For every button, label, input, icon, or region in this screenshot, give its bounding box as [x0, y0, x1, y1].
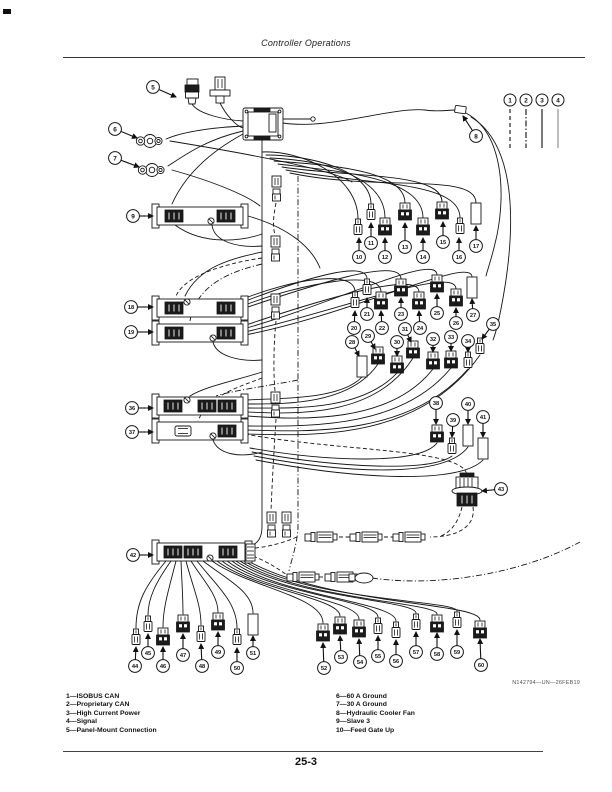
svg-text:5: 5	[151, 84, 155, 92]
callout-41	[477, 411, 490, 437]
connector-32	[427, 352, 440, 369]
legend-item-3: 3—High Current Power	[66, 709, 141, 717]
callout-60	[475, 639, 488, 671]
connector-21	[363, 279, 371, 295]
svg-text:41: 41	[479, 415, 487, 422]
callout-11	[365, 223, 378, 249]
inline-connector-pair	[393, 532, 425, 542]
connector-55	[374, 618, 382, 634]
legend-item-8: 8—Hydraulic Cooler Fan	[336, 709, 415, 717]
svg-text:53: 53	[337, 655, 345, 662]
line-style-3	[536, 94, 548, 148]
svg-text:37: 37	[128, 430, 136, 437]
callout-54	[354, 639, 367, 668]
svg-text:11: 11	[367, 241, 375, 248]
connector-49	[212, 613, 225, 630]
svg-text:32: 32	[429, 337, 437, 344]
connector-16	[456, 218, 464, 234]
connector-40	[463, 425, 473, 446]
callout-47	[177, 634, 190, 661]
connector-35	[476, 338, 484, 354]
callout-30	[391, 336, 404, 356]
connector-23	[395, 279, 408, 296]
panel-mount-connector	[185, 79, 199, 104]
callout-46	[157, 647, 170, 672]
connector-44	[132, 629, 140, 645]
svg-text:47: 47	[179, 653, 187, 660]
callout-27	[467, 299, 480, 321]
svg-text:10: 10	[355, 255, 363, 262]
page-number: 25-3	[294, 756, 318, 768]
connector-57	[412, 614, 420, 630]
connector-11	[367, 204, 375, 220]
connector-22	[375, 292, 388, 309]
callout-19	[125, 326, 153, 339]
svg-text:14: 14	[419, 255, 427, 262]
callout-15	[437, 222, 450, 248]
inline-connector-pair	[282, 512, 291, 537]
callout-55	[372, 636, 385, 662]
callout-49	[212, 632, 225, 658]
callout-39	[447, 414, 460, 437]
callout-36	[126, 402, 153, 415]
svg-text:38: 38	[432, 401, 440, 408]
connector-45	[144, 616, 152, 632]
ring-terminal-6	[136, 135, 162, 148]
svg-text:2: 2	[524, 97, 528, 105]
callout-24	[414, 311, 427, 334]
connector-24	[413, 292, 426, 309]
controller-module-42	[152, 540, 255, 564]
controller-module-19	[152, 321, 248, 345]
svg-text:39: 39	[449, 418, 457, 425]
line-style-legend	[504, 94, 564, 148]
svg-text:40: 40	[464, 402, 472, 409]
callout-28	[346, 336, 359, 356]
connector-20	[351, 292, 359, 308]
connector-10	[354, 219, 362, 235]
callout-57	[410, 632, 423, 658]
t-connector	[210, 77, 230, 103]
connector-52	[317, 624, 330, 641]
callout-45	[142, 634, 155, 659]
connector-15	[436, 202, 449, 219]
inline-connector-pair	[287, 572, 319, 582]
connector-46	[157, 628, 170, 645]
svg-text:29: 29	[364, 334, 372, 341]
connector-50	[233, 629, 241, 645]
callout-12	[379, 238, 392, 263]
connector-27	[467, 277, 477, 298]
legend-item-4: 4—Signal	[66, 718, 97, 726]
svg-text:21: 21	[363, 312, 371, 319]
svg-text:7: 7	[113, 155, 117, 163]
connector-8	[454, 105, 466, 113]
legend-column-left	[66, 693, 336, 735]
svg-text:27: 27	[469, 313, 477, 320]
svg-text:36: 36	[128, 406, 136, 413]
connector-30	[391, 356, 404, 373]
legend-item-10: 10—Feed Gate Up	[336, 726, 395, 734]
callout-16	[453, 238, 466, 263]
inline-connector-pair	[305, 532, 337, 542]
svg-text:44: 44	[131, 664, 139, 671]
svg-text:28: 28	[348, 340, 356, 347]
callout-44	[129, 647, 142, 672]
connector-51	[248, 614, 258, 635]
connector-17	[471, 203, 481, 224]
connector-60	[474, 621, 487, 638]
callout-29	[362, 330, 375, 349]
svg-text:31: 31	[401, 327, 409, 334]
svg-text:42: 42	[129, 553, 137, 560]
svg-text:8: 8	[474, 133, 478, 141]
svg-text:13: 13	[401, 245, 409, 252]
connector-38	[431, 425, 444, 442]
svg-text:56: 56	[392, 659, 400, 666]
svg-text:43: 43	[497, 487, 505, 494]
callout-14	[417, 238, 430, 263]
connector-26	[450, 289, 463, 306]
callout-17	[470, 226, 483, 252]
connector-25	[431, 275, 444, 292]
connector-58	[431, 615, 444, 632]
connector-48	[197, 626, 205, 642]
svg-text:9: 9	[131, 213, 135, 221]
callout-6	[109, 123, 137, 138]
line-style-1	[504, 94, 516, 148]
connector-33	[445, 351, 458, 368]
callout-43	[482, 483, 507, 496]
callout-52	[318, 643, 331, 674]
callout-40	[462, 398, 475, 424]
callout-56	[390, 640, 403, 667]
ring-terminal-7	[138, 164, 164, 177]
callout-38	[430, 397, 443, 424]
callout-42	[127, 549, 153, 562]
connector-14	[417, 218, 430, 235]
callout-13	[399, 223, 412, 253]
svg-text:34: 34	[464, 339, 472, 346]
figure-id: N142794—UN—26FEB19	[512, 680, 580, 686]
callout-58	[431, 633, 444, 660]
inline-connector-pair	[272, 176, 281, 201]
svg-text:54: 54	[356, 660, 364, 667]
svg-text:50: 50	[233, 666, 241, 673]
inline-connector-pair	[267, 512, 276, 537]
svg-text:58: 58	[433, 652, 441, 659]
svg-text:55: 55	[374, 654, 382, 661]
connector-53	[334, 617, 347, 634]
legend-item-6: 6—60 A Ground	[336, 693, 387, 700]
callout-53	[335, 636, 348, 663]
svg-text:23: 23	[397, 312, 405, 319]
svg-text:30: 30	[393, 340, 401, 347]
callout-59	[451, 630, 464, 658]
legend	[66, 693, 566, 735]
svg-text:12: 12	[381, 255, 389, 262]
callout-10	[353, 238, 366, 263]
callout-18	[125, 301, 153, 314]
svg-text:33: 33	[447, 335, 455, 342]
svg-text:52: 52	[320, 666, 328, 673]
svg-text:51: 51	[249, 651, 257, 658]
connector-39	[448, 438, 456, 454]
callout-51	[247, 636, 260, 659]
callout-32	[427, 333, 440, 352]
legend-item-7: 7—30 A Ground	[336, 701, 387, 709]
svg-text:48: 48	[198, 664, 206, 671]
legend-item-5: 5—Panel-Mount Connection	[66, 726, 157, 734]
connector-13	[399, 203, 412, 220]
footer-rule	[63, 751, 543, 752]
connector-34	[464, 352, 472, 368]
inline-connector-pair	[271, 294, 280, 319]
svg-text:57: 57	[412, 650, 420, 657]
legend-column-right	[336, 693, 566, 735]
controller-module-36	[152, 394, 248, 418]
inline-connector-pair	[271, 392, 280, 417]
callout-48	[196, 644, 209, 672]
callout-9	[127, 210, 153, 223]
callout-5	[147, 81, 176, 97]
callout-34	[462, 335, 475, 352]
callout-22	[376, 311, 389, 334]
connector-47	[177, 615, 190, 632]
connector-31	[407, 341, 420, 358]
svg-text:22: 22	[378, 326, 386, 333]
callout-21	[361, 298, 374, 320]
bulkhead-connector-43	[452, 473, 482, 506]
controller-module-37	[152, 419, 248, 443]
callout-26	[450, 308, 463, 329]
svg-text:18: 18	[127, 305, 135, 312]
svg-text:35: 35	[489, 322, 497, 329]
connector-28	[357, 356, 367, 377]
callout-37	[126, 426, 153, 439]
svg-text:20: 20	[350, 326, 358, 333]
svg-text:26: 26	[452, 321, 460, 328]
svg-text:3: 3	[540, 97, 544, 105]
line-style-4	[552, 94, 564, 148]
svg-text:1: 1	[508, 97, 512, 105]
page-header-title: Controller Operations	[261, 38, 351, 48]
svg-text:46: 46	[159, 664, 167, 671]
callout-25	[431, 294, 444, 319]
svg-text:49: 49	[214, 650, 222, 657]
connector-59	[453, 612, 461, 628]
legend-item-2: 2—Proprietary CAN	[66, 701, 130, 709]
callout-23	[395, 298, 408, 320]
svg-text:45: 45	[144, 651, 152, 658]
svg-text:25: 25	[433, 311, 441, 318]
connector-56	[392, 622, 400, 638]
svg-text:24: 24	[416, 326, 424, 333]
svg-text:15: 15	[439, 240, 447, 247]
connector-41	[478, 438, 488, 459]
callout-50	[231, 648, 244, 674]
inline-connector-pair	[350, 532, 382, 542]
callout-35	[482, 318, 499, 339]
callout-20	[348, 311, 361, 334]
connector-54	[353, 620, 366, 637]
svg-text:17: 17	[472, 244, 480, 251]
svg-text:19: 19	[127, 330, 135, 337]
connector-29	[372, 347, 385, 364]
svg-text:6: 6	[113, 126, 117, 134]
line-style-2	[520, 94, 532, 148]
svg-text:4: 4	[556, 97, 560, 105]
inline-connector-pair	[271, 236, 280, 261]
controller-box	[243, 108, 283, 140]
svg-text:59: 59	[453, 650, 461, 657]
controller-module-18	[152, 296, 248, 320]
callout-7	[109, 152, 139, 167]
callout-33	[445, 331, 458, 351]
controller-module-9	[152, 204, 248, 228]
svg-text:16: 16	[455, 255, 463, 262]
svg-text:60: 60	[477, 663, 485, 670]
legend-item-9: 9—Slave 3	[336, 718, 371, 726]
connector-12	[379, 218, 392, 235]
callout-8	[463, 116, 482, 142]
legend-item-1: 1—ISOBUS CAN	[66, 693, 120, 700]
